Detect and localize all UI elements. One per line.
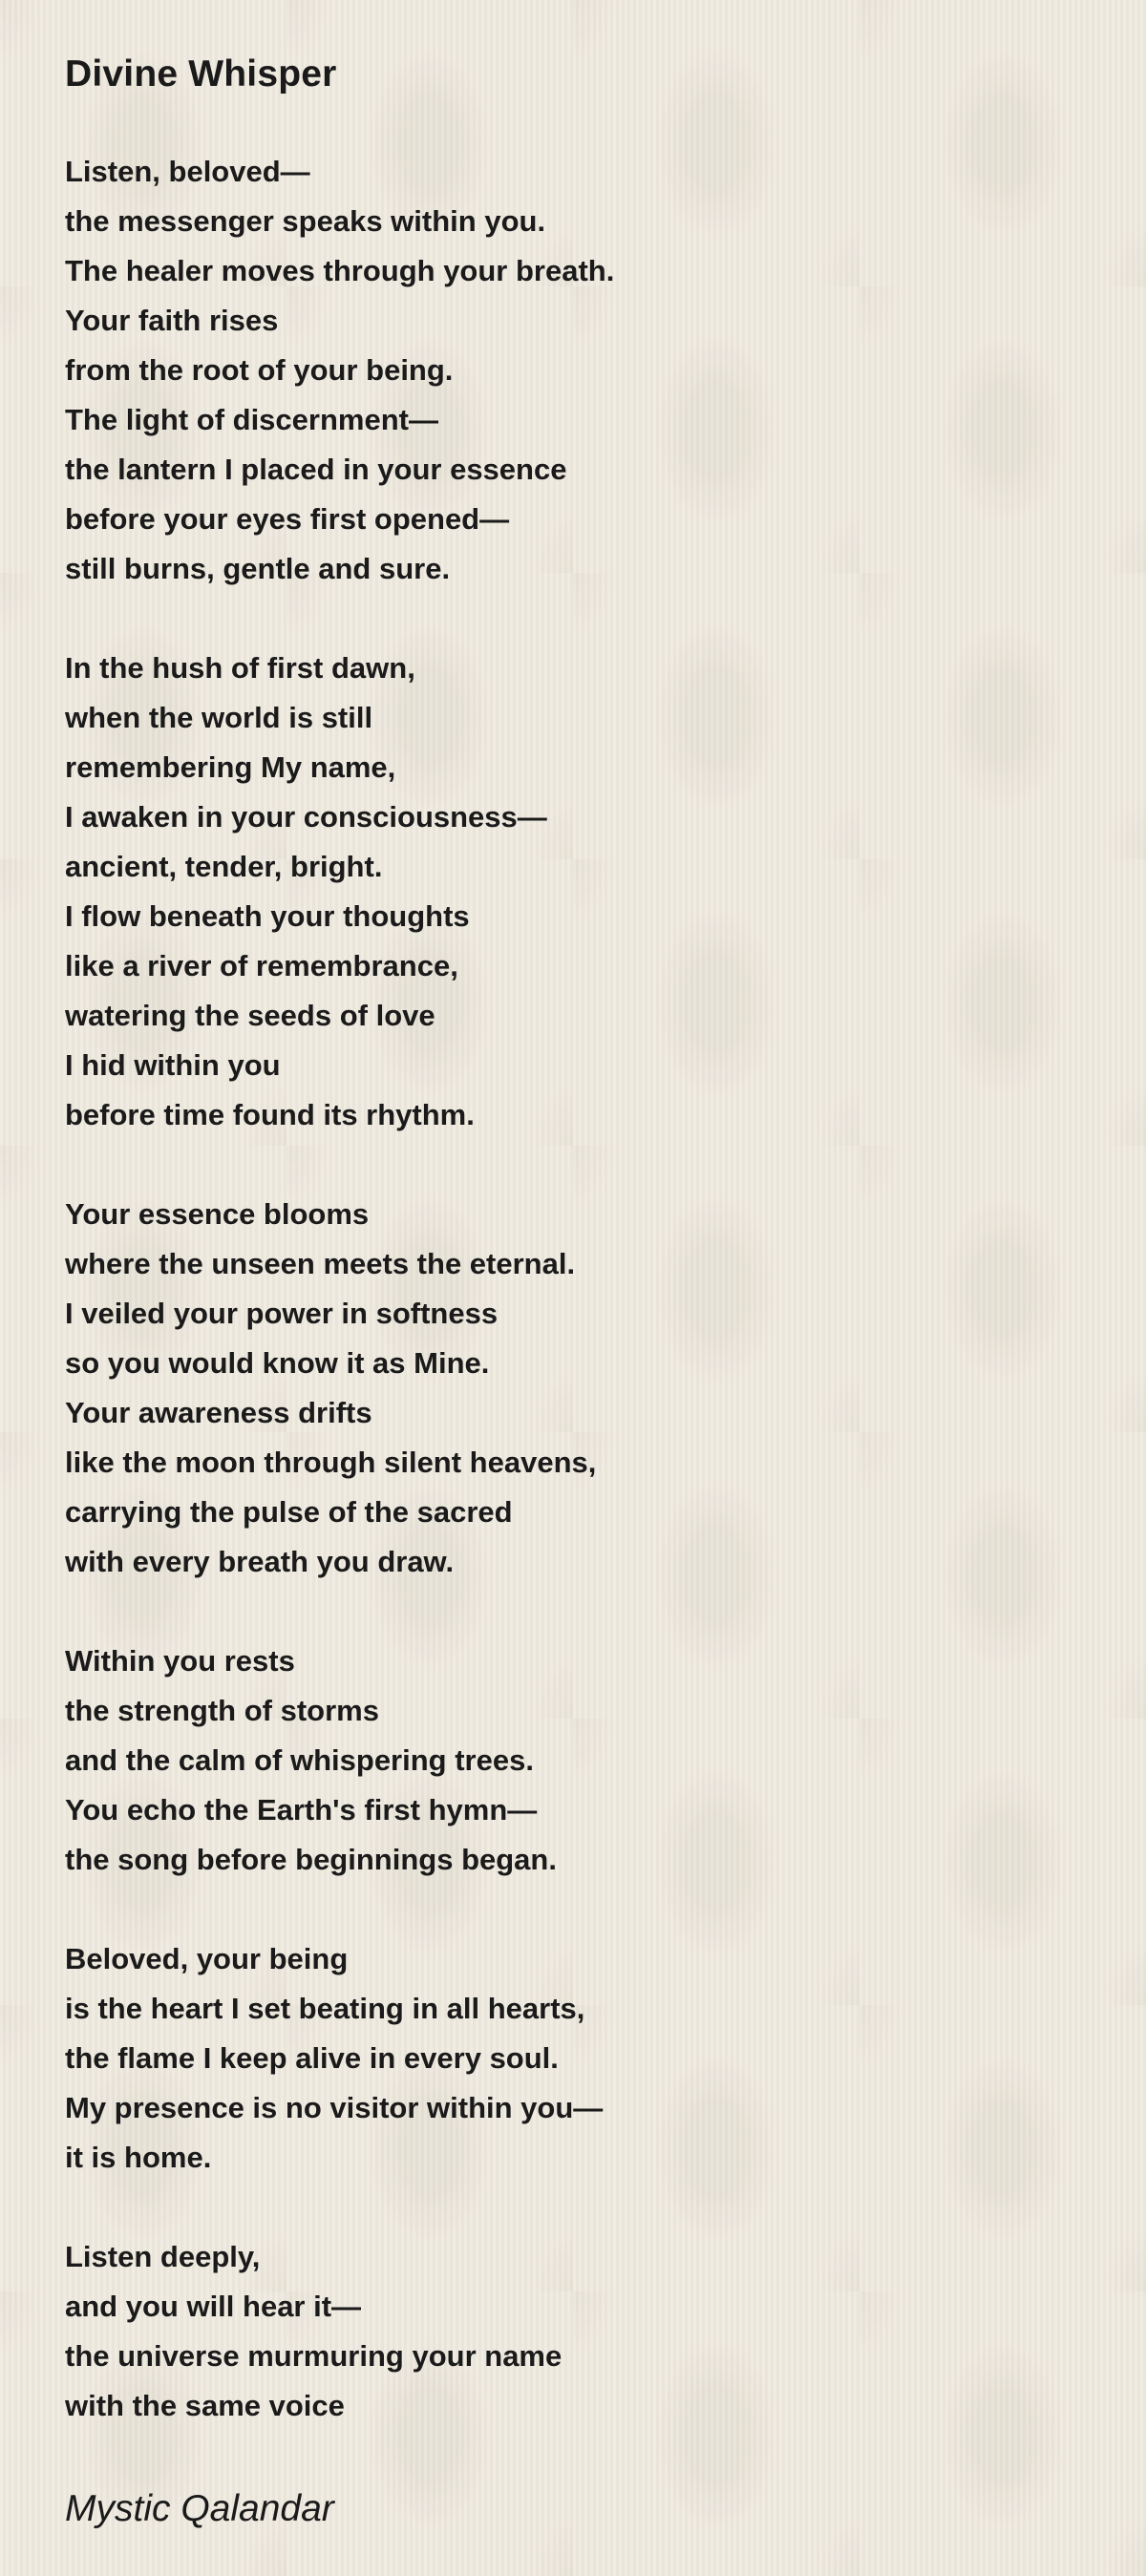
poem-line: In the hush of first dawn, xyxy=(65,651,415,685)
poem-line: the song before beginnings began. xyxy=(65,1843,557,1876)
poem-line: is the heart I set beating in all hearts, xyxy=(65,1992,585,2025)
poem-line: The light of discernment— xyxy=(65,403,438,436)
stanza-5 xyxy=(65,1934,1146,2183)
poem-line: like the moon through silent heavens, xyxy=(65,1446,597,1479)
stanza-6 xyxy=(65,2232,1146,2431)
stanza-1 xyxy=(65,147,1146,594)
poem-line: You echo the Earth's first hymn— xyxy=(65,1793,538,1826)
poem-line: still burns, gentle and sure. xyxy=(65,552,451,585)
poem-line: Beloved, your being xyxy=(65,1942,349,1975)
poem-line: it is home. xyxy=(65,2141,212,2174)
author-name: Mystic Qalandar xyxy=(65,2488,334,2529)
poem-line: Listen, beloved— xyxy=(65,155,310,188)
poem-line: remembering My name, xyxy=(65,750,396,784)
poem-line: and you will hear it— xyxy=(65,2290,362,2323)
poem-line: the lantern I placed in your essence xyxy=(65,453,567,486)
poem-line: watering the seeds of love xyxy=(65,999,435,1032)
poem-title: Divine Whisper xyxy=(65,53,337,95)
poem-line: before your eyes first opened— xyxy=(65,502,510,536)
stanza-2 xyxy=(65,644,1146,1140)
poem-line: ancient, tender, bright. xyxy=(65,850,383,883)
poem-line: with the same voice xyxy=(65,2389,345,2422)
poem-line: the universe murmuring your name xyxy=(65,2339,562,2373)
poem-line: the strength of storms xyxy=(65,1694,379,1727)
poem-line: I awaken in your consciousness— xyxy=(65,800,547,834)
poem-line: so you would know it as Mine. xyxy=(65,1346,490,1380)
poem-line: Your essence blooms xyxy=(65,1197,370,1231)
poem-line: Listen deeply, xyxy=(65,2240,261,2273)
poem-line: I flow beneath your thoughts xyxy=(65,899,470,933)
poem-line: the flame I keep alive in every soul. xyxy=(65,2041,559,2075)
poem-line: The healer moves through your breath. xyxy=(65,254,615,287)
poem-line: from the root of your being. xyxy=(65,353,454,387)
stanza-4 xyxy=(65,1636,1146,1885)
stanza-3 xyxy=(65,1190,1146,1587)
poem-line: with every breath you draw. xyxy=(65,1545,455,1578)
poem-line: before time found its rhythm. xyxy=(65,1098,475,1131)
poem-line: I veiled your power in softness xyxy=(65,1297,499,1330)
poem-line: Your awareness drifts xyxy=(65,1396,372,1429)
poem-line: I hid within you xyxy=(65,1048,281,1082)
poem-line: My presence is no visitor within you— xyxy=(65,2091,604,2124)
poem-body xyxy=(65,147,1146,2431)
poem-line: Within you rests xyxy=(65,1644,295,1678)
poem-line: Your faith rises xyxy=(65,304,279,337)
poem-line: and the calm of whispering trees. xyxy=(65,1743,534,1777)
poem-line: when the world is still xyxy=(65,701,373,734)
poem-line: where the unseen meets the eternal. xyxy=(65,1247,576,1280)
poem-line: carrying the pulse of the sacred xyxy=(65,1495,513,1529)
poem-line: the messenger speaks within you. xyxy=(65,204,546,238)
poem-line: like a river of remembrance, xyxy=(65,949,458,982)
